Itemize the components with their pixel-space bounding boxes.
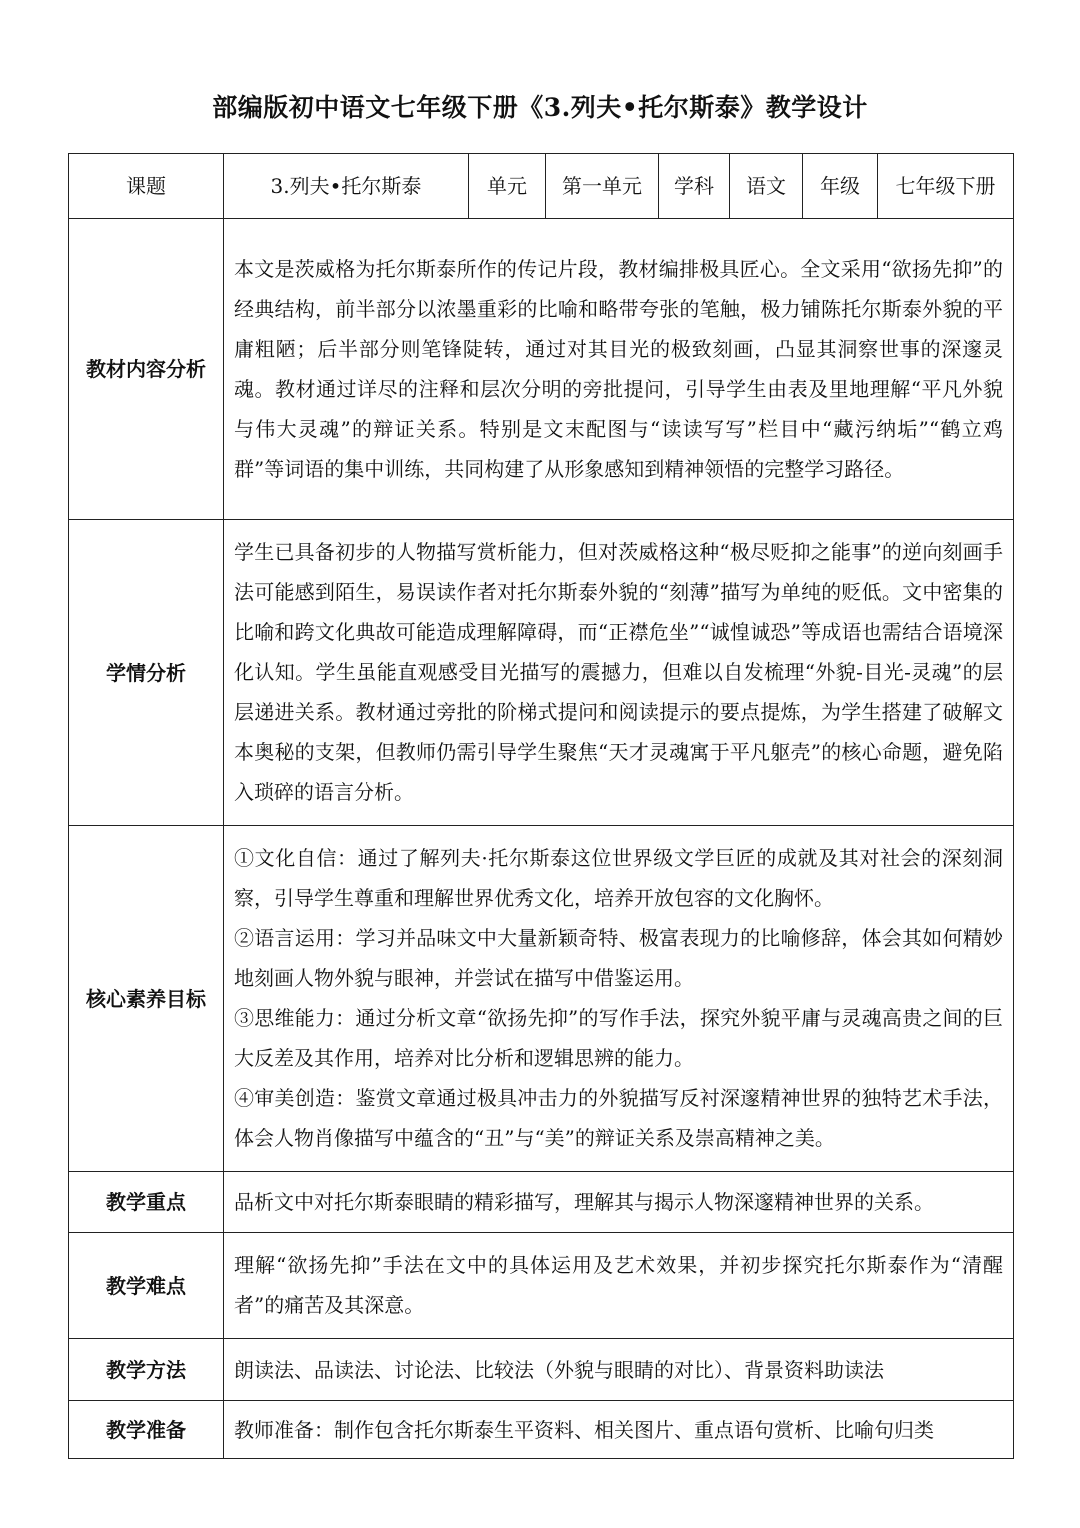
material-analysis-text: 本文是茨威格为托尔斯泰所作的传记片段，教材编排极具匠心。全文采用“欲扬先抑”的经典结构，前半部分以浓墨重彩的比喻和略带夸张的笔触，极力铺陈托尔斯泰外貌的平庸粗陋；后半部分则笔锋陡转，通过对其目光的极致刻画，凸显其洞察世事的深邃灵魂。教材通过详尽的注释和层次分明的旁批提问，引导学生由表及里地理解“平凡外貌与伟大灵魂”的辩证关系。特别是文末配图与“读读写写”栏目中“藏污纳垢”“鹤立鸡群”等词语的集中训练，共同构建了从形象感知到精神领悟的完整学习路径。	[224, 219, 1014, 520]
material-analysis-label: 教材内容分析	[69, 219, 224, 520]
core-goals-list	[224, 826, 1014, 1172]
core-goal-item: ②语言运用：学习并品味文中大量新颖奇特、极富表现力的比喻修辞，体会其如何精妙地刻画人物外貌与眼神，并尝试在描写中借鉴运用。	[234, 926, 1003, 990]
topic-label: 课题	[69, 154, 224, 219]
core-goals-label: 核心素养目标	[69, 826, 224, 1172]
difficulties-row	[69, 1233, 1014, 1339]
topic-value: 3.列夫•托尔斯泰	[224, 154, 469, 219]
core-goal-item: ③思维能力：通过分析文章“欲扬先抑”的写作手法，探究外貌平庸与灵魂高贵之间的巨大反差及其作用，培养对比分析和逻辑思辨的能力。	[234, 1006, 1003, 1070]
subject-value: 语文	[730, 154, 803, 219]
methods-text: 朗读法、品读法、讨论法、比较法（外貌与眼睛的对比）、背景资料助读法	[224, 1339, 1014, 1401]
key-points-label: 教学重点	[69, 1172, 224, 1233]
student-analysis-text: 学生已具备初步的人物描写赏析能力，但对茨威格这种“极尽贬抑之能事”的逆向刻画手法可能感到陌生，易误读作者对托尔斯泰外貌的“刻薄”描写为单纯的贬低。文中密集的比喻和跨文化典故可能造成理解障碍，而“正襟危坐”“诚惶诚恐”等成语也需结合语境深化认知。学生虽能直观感受目光描写的震撼力，但难以自发梳理“外貌-目光-灵魂”的层层递进关系。教材通过旁批的阶梯式提问和阅读提示的要点提炼，为学生搭建了破解文本奥秘的支架，但教师仍需引导学生聚焦“天才灵魂寓于平凡躯壳”的核心命题，避免陷入琐碎的语言分析。	[224, 520, 1014, 826]
student-analysis-label: 学情分析	[69, 520, 224, 826]
student-analysis-row	[69, 520, 1014, 826]
page-title: 部编版初中语文七年级下册《3.列夫•托尔斯泰》教学设计	[212, 93, 868, 122]
methods-label: 教学方法	[69, 1339, 224, 1401]
core-goal-item: ①文化自信：通过了解列夫·托尔斯泰这位世界级文学巨匠的成就及其对社会的深刻洞察，引导学生尊重和理解世界优秀文化，培养开放包容的文化胸怀。	[234, 846, 1003, 910]
methods-row	[69, 1339, 1014, 1401]
preparation-row	[69, 1401, 1014, 1459]
key-points-text: 品析文中对托尔斯泰眼睛的精彩描写，理解其与揭示人物深邃精神世界的关系。	[224, 1172, 1014, 1233]
subject-label: 学科	[659, 154, 730, 219]
grade-label: 年级	[803, 154, 878, 219]
unit-label: 单元	[469, 154, 546, 219]
material-analysis-row	[69, 219, 1014, 520]
key-points-row	[69, 1172, 1014, 1233]
difficulties-text: 理解“欲扬先抑”手法在文中的具体运用及艺术效果，并初步探究托尔斯泰作为“清醒者”的痛苦及其深意。	[224, 1233, 1014, 1339]
preparation-label: 教学准备	[69, 1401, 224, 1459]
lesson-plan-table	[68, 153, 1014, 1459]
core-goals-row	[69, 826, 1014, 1172]
core-goal-item: ④审美创造：鉴赏文章通过极具冲击力的外貌描写反衬深邃精神世界的独特艺术手法，体会人物肖像描写中蕴含的“丑”与“美”的辩证关系及崇高精神之美。	[234, 1086, 1003, 1150]
unit-value: 第一单元	[546, 154, 659, 219]
grade-value: 七年级下册	[878, 154, 1014, 219]
preparation-text: 教师准备：制作包含托尔斯泰生平资料、相关图片、重点语句赏析、比喻句归类	[224, 1401, 1014, 1459]
header-row	[69, 154, 1014, 219]
difficulties-label: 教学难点	[69, 1233, 224, 1339]
